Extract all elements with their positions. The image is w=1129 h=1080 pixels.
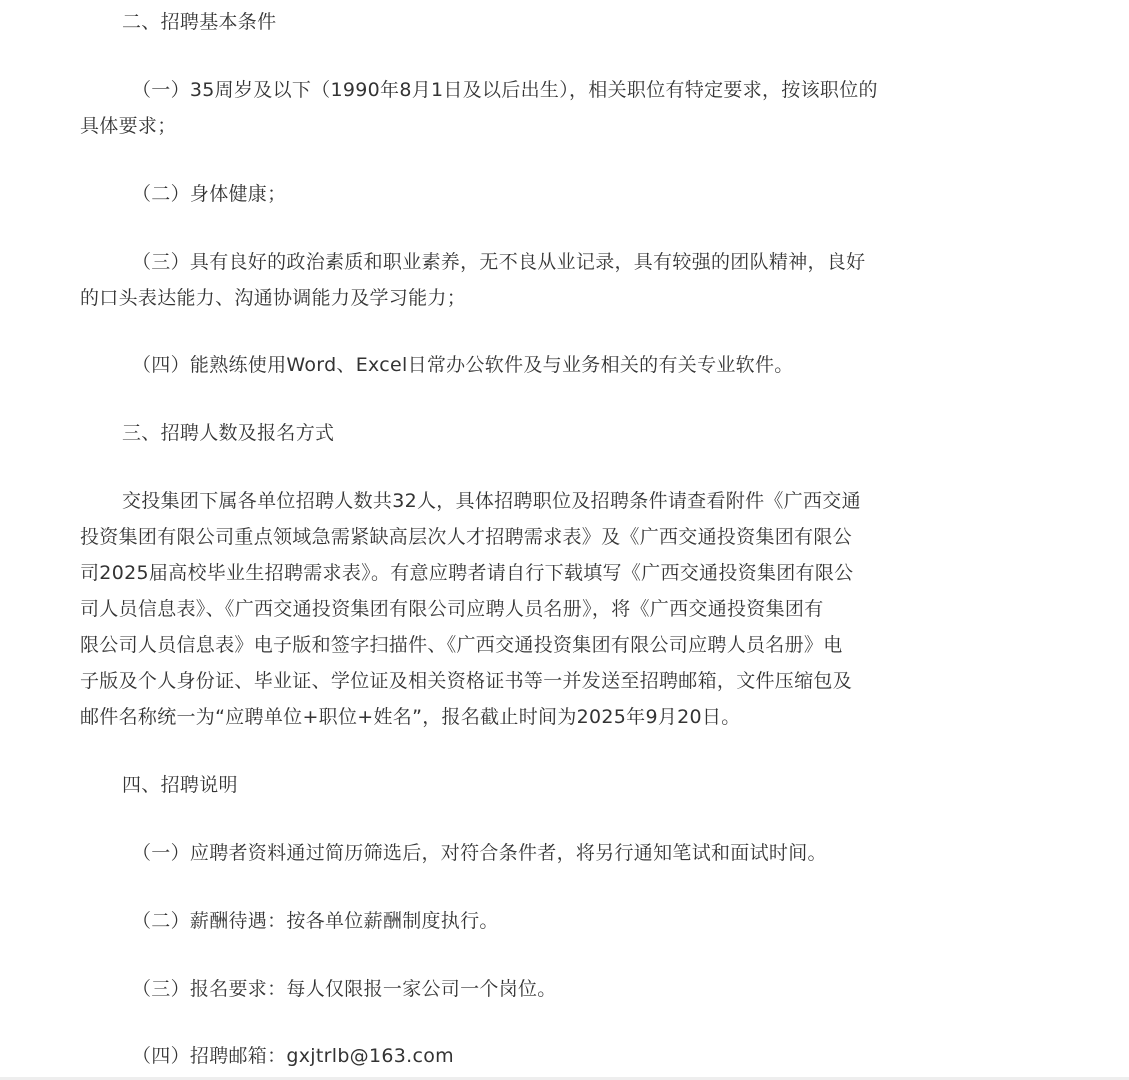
recruitment-paragraph-line-5: 限公司人员信息表》电子版和签字扫描件、《广西交通投资集团有限公司应聘人员名册》电: [80, 634, 843, 656]
notes-item-1: （一）应聘者资料通过简历筛选后，对符合条件者，将另行通知笔试和面试时间。: [132, 842, 827, 864]
section-title-basic-conditions: 二、招聘基本条件: [122, 11, 277, 33]
notes-item-3: （三）报名要求：每人仅限报一家公司一个岗位。: [132, 978, 557, 1000]
condition-item-3-line-2: 的口头表达能力、沟通协调能力及学习能力；: [80, 287, 467, 309]
recruitment-paragraph-line-6: 子版及个人身份证、毕业证、学位证及相关资格证书等一并发送至招聘邮箱，文件压缩包及: [80, 670, 853, 692]
condition-item-3-line-1: （三）具有良好的政治素质和职业素养，无不良从业记录，具有较强的团队精神，良好: [132, 251, 866, 273]
section-title-recruitment-notes: 四、招聘说明: [122, 774, 238, 796]
recruitment-paragraph-line-7: 邮件名称统一为“应聘单位+职位+姓名”，报名截止时间为2025年9月20日。: [80, 706, 741, 728]
condition-item-4: （四）能熟练使用Word、Excel日常办公软件及与业务相关的有关专业软件。: [132, 354, 794, 376]
condition-item-1-line-2: 具体要求；: [80, 115, 177, 137]
recruitment-paragraph-line-1: 交投集团下属各单位招聘人数共32人，具体招聘职位及招聘条件请查看附件《广西交通: [122, 490, 861, 512]
recruitment-paragraph-line-4: 司人员信息表》、《广西交通投资集团有限公司应聘人员名册》，将《广西交通投资集团有: [80, 598, 824, 620]
recruitment-paragraph-line-2: 投资集团有限公司重点领域急需紧缺高层次人才招聘需求表》及《广西交通投资集团有限公: [80, 526, 853, 548]
condition-item-2: （二）身体健康；: [132, 183, 287, 205]
notes-item-2: （二）薪酬待遇：按各单位薪酬制度执行。: [132, 910, 499, 932]
recruitment-paragraph-line-3: 司2025届高校毕业生招聘需求表》。有意应聘者请自行下载填写《广西交通投资集团有限公: [80, 562, 854, 584]
condition-item-1-line-1: （一）35周岁及以下（1990年8月1日及以后出生），相关职位有特定要求，按该职位的: [132, 79, 878, 101]
section-title-recruitment-method: 三、招聘人数及报名方式: [122, 422, 335, 444]
notes-item-4-email: （四）招聘邮箱：gxjtrlb@163.com: [132, 1045, 454, 1067]
